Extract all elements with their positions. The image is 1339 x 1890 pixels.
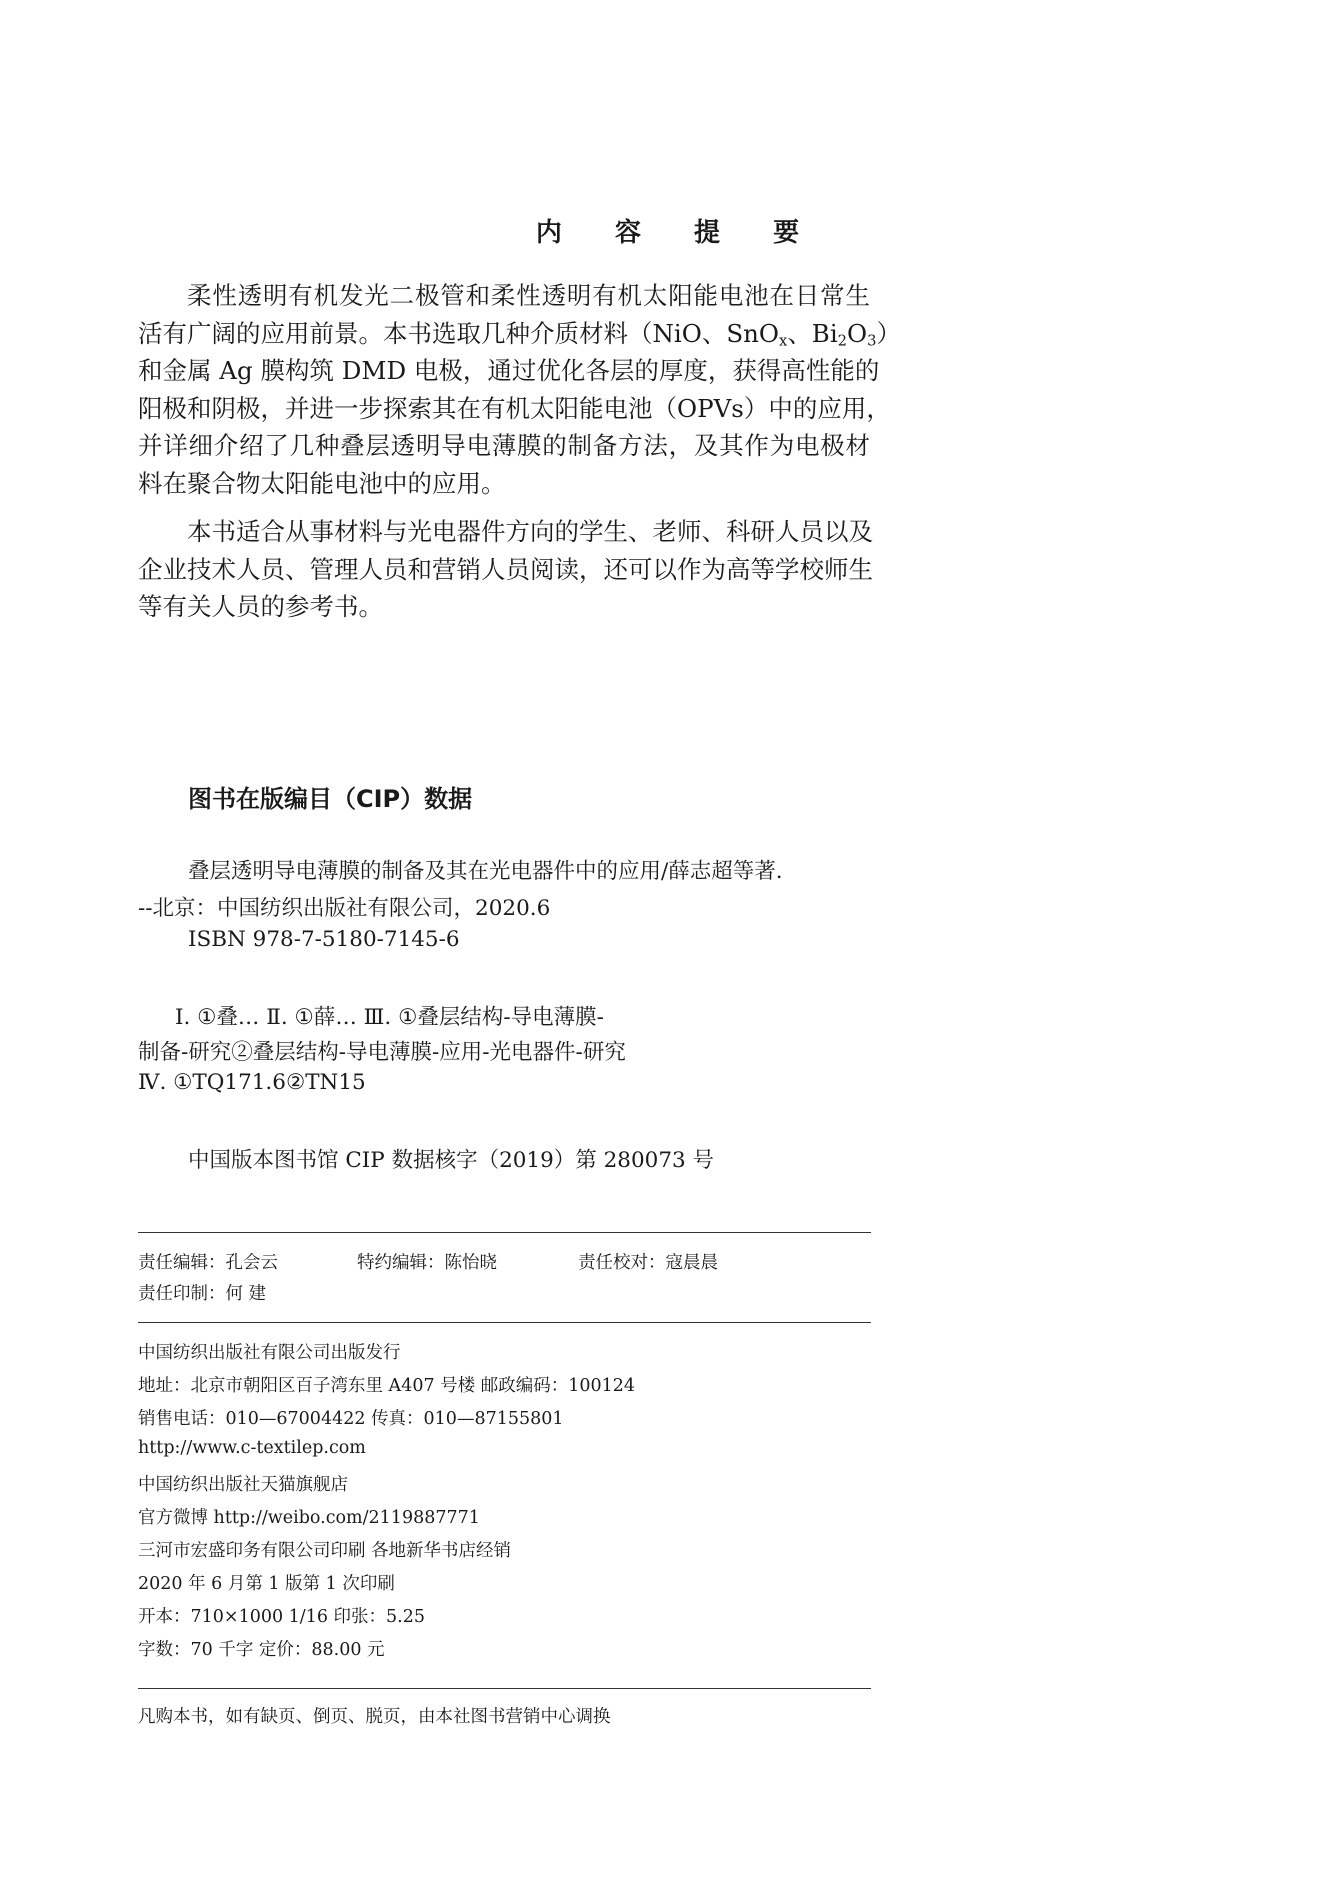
text-line: 阳极和阴极，并进一步探索其在有机太阳能电池（OPVs）中的应用， — [138, 393, 891, 423]
publisher-name: 中国纺织出版社有限公司出版发行 — [138, 1343, 401, 1363]
publisher-website: http://www.c-textilep.com — [138, 1438, 366, 1458]
cip-publisher-line: --北京：中国纺织出版社有限公司，2020.6 — [138, 896, 551, 921]
exchange-notice: 凡购本书，如有缺页、倒页、脱页，由本社图书营销中心调换 — [138, 1707, 611, 1727]
divider — [138, 1232, 871, 1233]
cip-classification-line-3: Ⅳ. ①TQ171.6②TN15 — [138, 1070, 366, 1095]
text-line: 等有关人员的参考书。 — [138, 592, 383, 622]
cip-heading: 图书在版编目（CIP）数据 — [188, 785, 473, 813]
text-line: 和金属 Ag 膜构筑 DMD 电极，通过优化各层的厚度，获得高性能的 — [138, 356, 880, 386]
publisher-address: 地址：北京市朝阳区百子湾东里 A407 号楼 邮政编码：100124 — [138, 1376, 636, 1396]
text-line: 柔性透明有机发光二极管和柔性透明有机太阳能电池在日常生 — [187, 281, 870, 310]
credit-proofreader: 责任校对：寇晨晨 — [578, 1253, 718, 1273]
summary-paragraph-1 — [138, 277, 901, 503]
publisher-weibo: 官方微博 http://weibo.com/2119887771 — [138, 1508, 480, 1528]
printer-info: 三河市宏盛印务有限公司印刷 各地新华书店经销 — [138, 1541, 512, 1561]
cip-classification-line-1: Ⅰ. ①叠… Ⅱ. ①薛… Ⅲ. ①叠层结构-导电薄膜- — [175, 1005, 604, 1030]
text-line: 活有广阔的应用前景。本书选取几种介质材料（NiO、SnO$_x$、$Bi_2O_3$） — [138, 318, 901, 350]
format-info: 开本：710×1000 1/16 印张：5.25 — [138, 1607, 425, 1627]
summary-title: 内 容 提 要 — [535, 218, 822, 248]
credit-editor: 责任编辑：孔会云 — [138, 1253, 278, 1273]
cip-verification-number: 中国版本图书馆 CIP 数据核字（2019）第 280073 号 — [188, 1148, 715, 1173]
divider — [138, 1688, 871, 1689]
cip-isbn: ISBN 978-7-5180-7145-6 — [188, 927, 460, 952]
text-line: 企业技术人员、管理人员和营销人员阅读，还可以作为高等学校师生 — [138, 554, 873, 584]
publisher-tmall-store: 中国纺织出版社天猫旗舰店 — [138, 1475, 348, 1495]
summary-paragraph-2 — [138, 513, 873, 626]
divider — [138, 1322, 871, 1323]
cip-title-line: 叠层透明导电薄膜的制备及其在光电器件中的应用/薛志超等著. — [188, 859, 783, 884]
publisher-phone: 销售电话：010—67004422 传真：010—87155801 — [138, 1409, 564, 1429]
credit-special-editor: 特约编辑：陈怡晓 — [357, 1253, 497, 1273]
edition-info: 2020 年 6 月第 1 版第 1 次印刷 — [138, 1574, 395, 1594]
cip-classification-line-2: 制备-研究②叠层结构-导电薄膜-应用-光电器件-研究 — [138, 1040, 626, 1065]
text-line: 并详细介绍了几种叠层透明导电薄膜的制备方法，及其作为电极材 — [138, 431, 870, 461]
text-line: 本书适合从事材料与光电器件方向的学生、老师、科研人员以及 — [187, 517, 873, 546]
text-line: 料在聚合物太阳能电池中的应用。 — [138, 468, 506, 498]
credit-printing: 责任印制：何 建 — [138, 1284, 267, 1304]
words-price-info: 字数：70 千字 定价：88.00 元 — [138, 1640, 385, 1660]
